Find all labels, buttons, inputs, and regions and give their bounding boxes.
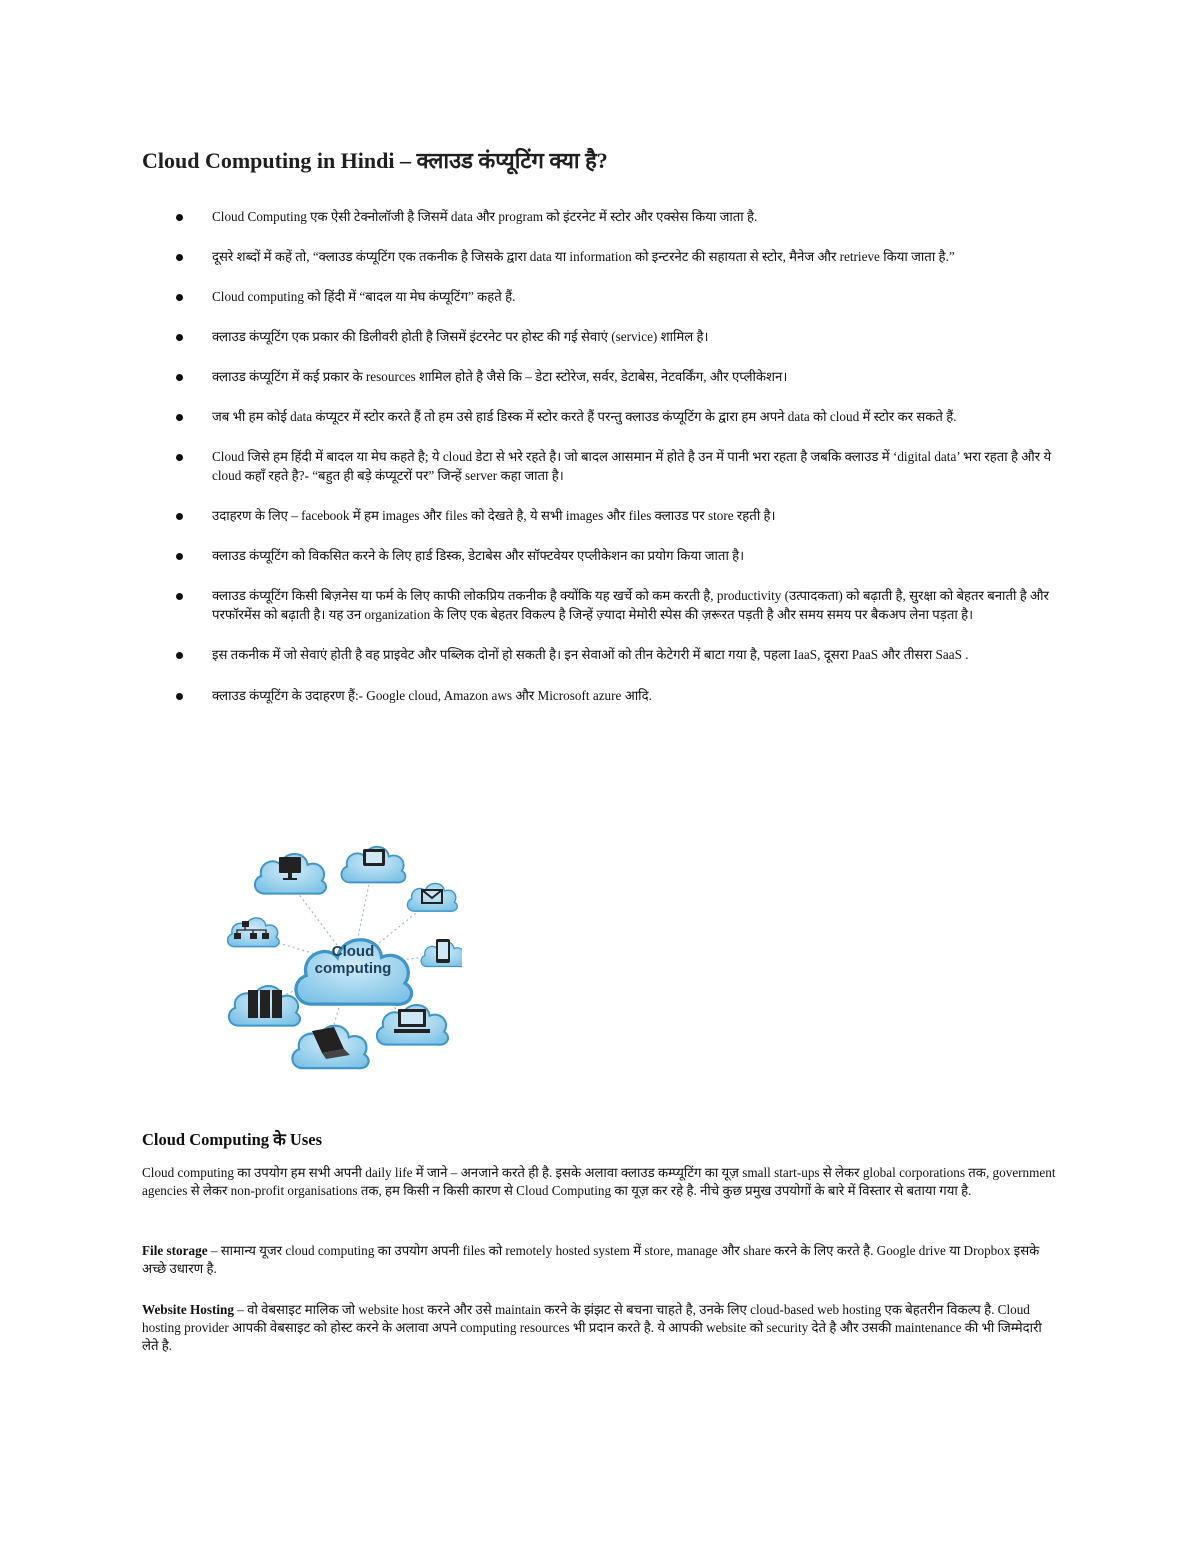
laptop-cloud <box>292 1026 368 1069</box>
bullet-icon <box>176 254 183 261</box>
bullet-icon <box>176 334 183 341</box>
page-title: Cloud Computing in Hindi – क्लाउड कंप्यूटिंग क्या है? <box>142 148 608 173</box>
email-cloud <box>407 883 457 911</box>
website-hosting-text: – वो वेबसाइट मालिक जो website host करने और उसे maintain करने के झंझट से बचना चाहते है, उनके लिए cloud-based web hosting एक बेहतरीन विकल्प है. Cloud hosting provider आपकी वेबसाइट को होस्ट करने के अलावा अपने computing resources भी प्रदान करते है. ये आपकी website को security देते है और उसकी maintenance की भी जिम्मेदारी लेते है. <box>142 1302 1042 1353</box>
file-storage-paragraph <box>142 1242 1057 1278</box>
list-item: इस तकनीक में जो सेवाएं होती है वह प्राइवेट और पब्लिक दोनों हो सकती है। इन सेवाओं को तीन केटेगरी में बाटा गया है, पहला IaaS, दूसरा PaaS और तीसरा SaaS . <box>142 646 1072 665</box>
bullet-icon <box>176 294 183 301</box>
list-item: क्लाउड कंप्यूटिंग एक प्रकार की डिलीवरी होती है जिसमें इंटरनेट पर होस्ट की गई सेवाएं (service) शामिल है। <box>142 328 1072 347</box>
bullet-icon <box>176 553 183 560</box>
phone-cloud <box>421 939 462 967</box>
uses-intro-paragraph: Cloud computing का उपयोग हम सभी अपनी daily life में जाने – अनजाने करते ही है. इसके अलावा क्लाउड कम्प्यूटिंग का यूज़ small start-ups से लेकर global corporations तक, government agencies से लेकर non-profit organisations तक, हम किसी न किसी कारण से Cloud Computing का यूज़ कर रहे है. नीचे कुछ प्रमुख उपयोगों के बारे में विस्तार से बताया गया है. <box>142 1165 1056 1198</box>
website-hosting-label: Website Hosting <box>142 1302 234 1317</box>
list-item: Cloud Computing एक ऐसी टेक्नोलॉजी है जिसमें data और program को इंटरनेट में स्टोर और एक्सेस किया जाता है. <box>142 208 1072 227</box>
bullet-icon <box>176 214 183 221</box>
bullet-icon <box>176 513 183 520</box>
section-heading-uses: Cloud Computing के Uses <box>142 1130 323 1149</box>
list-item: उदाहरण के लिए – facebook में हम images और files को देखते है, ये सभी images और files क्लाउड पर store रहती है। <box>142 507 1072 526</box>
list-item: Cloud computing को हिंदी में “बादल या मेघ कंप्यूटिंग” कहते हैं. <box>142 288 1072 307</box>
cloud-label-line1: Cloud <box>331 943 375 960</box>
list-item: Cloud जिसे हम हिंदी में बादल या मेघ कहते है; ये cloud डेटा से भरे रहते है। जो बादल आसमान में होते है उन में पानी भरा रहता है जबकि क्लाउड में ‘digital data’ भरा रहता है और ये cloud कहाँ रहते है?- “बहुत ही बड़े कंप्यूटरों पर” जिन्हें server कहा जाता है। <box>142 448 1072 485</box>
bullet-icon <box>176 652 183 659</box>
server-cloud <box>229 986 300 1026</box>
tablet-cloud <box>341 847 405 883</box>
list-item: क्लाउड कंप्यूटिंग को विकसित करने के लिए हार्ड डिस्क, डेटाबेस और सॉफ्टवेयर एप्लीकेशन का प्रयोग किया जाता है। <box>142 547 1072 566</box>
bullet-icon <box>176 374 183 381</box>
bullet-icon <box>176 414 183 421</box>
monitor-cloud <box>255 854 326 894</box>
desktop-cloud <box>377 1005 448 1045</box>
bullet-icon <box>176 593 183 600</box>
file-storage-text: – सामान्य यूजर cloud computing का उपयोग अपनी files को remotely hosted system में store, manage और share करने के लिए करते है. Google drive या Dropbox इसके अच्छे उधारण है. <box>142 1243 1040 1276</box>
list-item: क्लाउड कंप्यूटिंग में कई प्रकार के resources शामिल होते है जैसे कि – डेटा स्टोरेज, सर्वर, डेटाबेस, नेटवर्किंग, और एप्लीकेशन। <box>142 368 1072 387</box>
cloud-computing-illustration <box>222 835 462 1075</box>
bullet-icon <box>176 693 183 700</box>
central-cloud <box>296 940 412 1005</box>
list-item: क्लाउड कंप्यूटिंग के उदाहरण हैं:- Google cloud, Amazon aws और Microsoft azure आदि. <box>142 687 1072 706</box>
bullet-icon <box>176 454 183 461</box>
list-item: दूसरे शब्दों में कहें तो, “क्लाउड कंप्यूटिंग एक तकनीक है जिसके द्वारा data या information को इन्टरनेट की सहायता से स्टोर, मैनेज और retrieve किया जाता है.” <box>142 248 1072 267</box>
file-storage-label: File storage <box>142 1243 208 1258</box>
bullet-list <box>142 208 1072 705</box>
website-hosting-paragraph <box>142 1301 1057 1355</box>
cloud-label-line2: computing <box>314 960 392 977</box>
list-item: क्लाउड कंप्यूटिंग किसी बिज़नेस या फर्म के लिए काफी लोकप्रिय तकनीक है क्योंकि यह खर्चे को कम करती है, productivity (उत्पादकता) को बढ़ाती है, सुरक्षा को बेहतर बनाती है और परफॉरमेंस को बढ़ाती है। यह उन organization के लिए एक बेहतर विकल्प है जिन्हें ज़्यादा मेमोरी स्पेस की ज़रूरत पड़ती है और समय समय पर बैकअप लेना पड़ता है। <box>142 587 1072 624</box>
network-cloud <box>228 918 280 947</box>
list-item: जब भी हम कोई data कंप्यूटर में स्टोर करते हैं तो हम उसे हार्ड डिस्क में स्टोर करते हैं परन्तु क्लाउड कंप्यूटिंग के द्वारा हम अपने data को cloud में स्टोर कर सकते हैं. <box>142 408 1072 427</box>
